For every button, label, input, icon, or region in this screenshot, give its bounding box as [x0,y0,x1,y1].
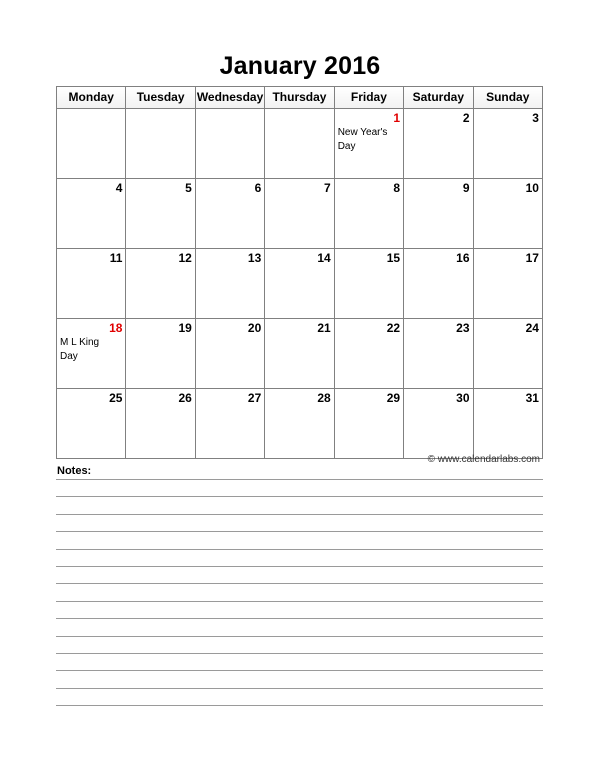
day-cell-15 [335,249,404,318]
day-number: 30 [456,391,470,405]
week-row [57,109,542,179]
calendar-grid [56,86,543,459]
day-number: 7 [324,181,331,195]
day-cell-31 [474,389,542,458]
week-row [57,249,542,319]
day-number: 26 [178,391,192,405]
day-number: 17 [525,251,539,265]
day-number: 22 [386,321,401,335]
day-cell-8 [335,179,404,248]
copyright-credit: © www.calendarlabs.com [427,454,540,465]
day-cell-3 [474,109,542,178]
day-cell-14 [265,249,334,318]
week-row [57,319,542,389]
day-number: 4 [115,181,123,195]
day-cell-24 [474,319,542,388]
day-cell-9 [404,179,473,248]
day-number: 18 [109,321,123,335]
weekday-header-thursday: Thursday [265,87,334,108]
day-number: 28 [317,391,331,405]
notes-line [56,618,543,619]
day-number: 6 [254,181,262,195]
day-number: 24 [525,321,539,335]
week-row [57,179,542,249]
day-cell-10 [474,179,542,248]
notes-line [56,705,543,706]
notes-line [56,688,543,689]
weekday-header-tuesday: Tuesday [126,87,195,108]
day-cell-25 [57,389,126,458]
day-number: 27 [247,391,262,405]
day-cell-22 [335,319,404,388]
day-cell-16 [404,249,473,318]
day-number: 8 [393,181,401,195]
day-number: 23 [456,321,470,335]
day-number: 14 [317,251,331,265]
weekday-header-saturday: Saturday [404,87,473,108]
weekday-header-row [57,87,542,109]
notes-line [56,566,543,567]
day-number: 13 [247,251,262,265]
empty-day-cell [196,109,265,178]
day-number: 12 [178,251,192,265]
notes-line [56,479,543,480]
day-cell-11 [57,249,126,318]
day-number: 25 [109,391,123,405]
day-cell-30 [404,389,473,458]
day-number: 5 [185,181,192,195]
day-cell-29 [335,389,404,458]
day-number: 10 [525,181,539,195]
day-cell-21 [265,319,334,388]
day-cell-6 [196,179,265,248]
day-number: 3 [532,111,539,125]
day-number: 1 [393,111,401,125]
day-cell-19 [126,319,195,388]
notes-line [56,514,543,515]
day-cell-5 [126,179,195,248]
notes-line [56,496,543,497]
day-number: 2 [462,111,470,125]
day-cell-26 [126,389,195,458]
day-cell-4 [57,179,126,248]
day-cell-20 [196,319,265,388]
empty-day-cell [126,109,195,178]
empty-day-cell [265,109,334,178]
empty-day-cell [57,109,126,178]
page-title: January 2016 [219,52,381,80]
notes-line [56,531,543,532]
weekday-header-wednesday: Wednesday [196,87,265,108]
weekday-header-friday: Friday [335,87,404,108]
day-cell-1 [335,109,404,178]
day-cell-27 [196,389,265,458]
notes-line [56,601,543,602]
day-cell-2 [404,109,473,178]
day-number: 11 [109,251,123,265]
notes-line [56,636,543,637]
day-number: 16 [456,251,470,265]
day-number: 9 [462,181,470,195]
day-cell-13 [196,249,265,318]
day-cell-28 [265,389,334,458]
day-number: 20 [247,321,262,335]
day-number: 19 [178,321,192,335]
holiday-event: M L King Day [60,337,100,362]
weekday-header-monday: Monday [57,87,126,108]
day-number: 29 [386,391,401,405]
day-cell-17 [474,249,542,318]
notes-line [56,549,543,550]
weekday-header-sunday: Sunday [486,90,530,104]
notes-line [56,653,543,654]
day-number: 31 [525,391,539,405]
day-number: 21 [317,321,331,335]
day-cell-12 [126,249,195,318]
day-cell-18 [57,319,126,388]
day-cell-23 [404,319,473,388]
notes-label: Notes: [57,465,92,477]
notes-line [56,583,543,584]
holiday-event: New Year's Day [337,127,388,152]
week-row [57,389,542,458]
day-cell-7 [265,179,334,248]
notes-line [56,670,543,671]
day-number: 15 [386,251,401,265]
